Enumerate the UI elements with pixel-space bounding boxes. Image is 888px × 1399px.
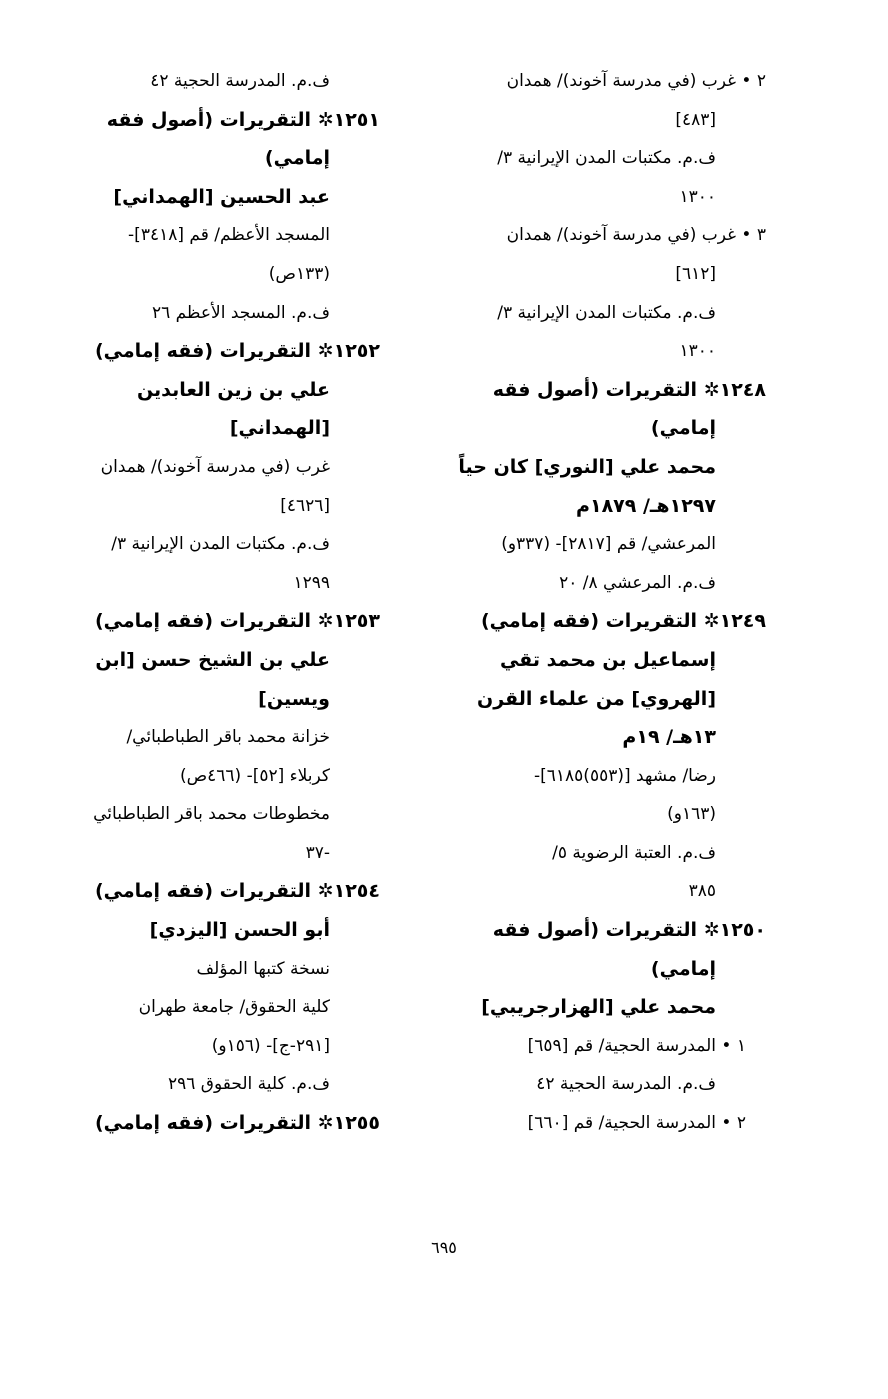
right-column-line: ف.م. العتبة الرضوية ٥/ [552,842,716,863]
right-column-line: محمد علي [النوري] كان حياً [458,455,716,478]
right-column-line: ف.م. مكتبات المدن الإيرانية ٣/ [497,302,716,323]
right-column-line: ف.م. المرعشي ٨/ ٢٠ [559,572,716,593]
left-column-line: ١٢٥٥✲ التقريرات (فقه إمامي) [94,1112,380,1135]
right-column-line: ١٣٠٠ [679,341,716,362]
right-column-line: ف.م. مكتبات المدن الإيرانية ٣/ [497,148,716,169]
left-column-line: ويسين] [258,687,330,710]
right-column-line: ١٢٥٠✲ التقريرات (أصول فقه [492,919,766,942]
left-column-line: عبد الحسين [الهمداني] [113,185,330,208]
left-column-line: مخطوطات محمد باقر الطباطبائي [93,804,330,825]
left-column-line: ف.م. مكتبات المدن الإيرانية ٣/ [111,534,330,555]
right-column-line: [٤٨٣] [675,109,716,130]
page-number: ٦٩٥ [431,1238,457,1257]
right-column-line: ٢ • المدرسة الحجية/ قم [٦٦٠] [527,1113,746,1134]
right-column-line: ١ • المدرسة الحجية/ قم [٦٥٩] [527,1035,746,1056]
right-column-line: المرعشي/ قم [٢٨١٧]- (٣٣٧و) [501,534,716,555]
left-column-line: غرب (في مدرسة آخوند)/ همدان [100,456,330,477]
left-column-line: ف.م. المسجد الأعظم ٢٦ [151,302,330,323]
right-column-line: [٦١٢] [675,263,716,284]
left-column-line: ١٢٩٩ [293,572,330,593]
left-column-line: ف.م. كلية الحقوق ٢٩٦ [168,1074,330,1095]
right-column-line: محمد علي [الهزارجريبي] [481,996,716,1019]
right-column-line: ٣٨٥ [688,881,716,902]
right-column-line: ١٢٤٨✲ التقريرات (أصول فقه [492,378,766,401]
right-column-line: ١٣٠٠ [679,186,716,207]
right-column-line: ١٢٤٩✲ التقريرات (فقه إمامي) [480,610,766,633]
right-column-line: (١٦٣و) [667,804,716,825]
left-column-line: (١٣٣ص) [268,263,330,284]
right-column-line: إسماعيل بن محمد تقي [499,648,716,671]
left-column-line: علي بن الشيخ حسن [ابن [95,648,330,671]
left-column-line: أبو الحسن [اليزدي] [149,919,330,942]
left-column-line: علي بن زين العابدين [136,378,330,401]
left-column-line: [٢٩١-ج]- (١٥٦و) [211,1035,330,1056]
left-column-line: [٤٦٢٦] [280,495,330,516]
right-column [430,62,766,1143]
right-column-line: إمامي) [650,417,716,440]
right-column-line: إمامي) [650,957,716,980]
left-column-line: ١٢٥٣✲ التقريرات (فقه إمامي) [94,610,380,633]
left-column-line: كربلاء [٥٢]- (٤٦٦ص) [179,765,330,786]
left-column-line: المسجد الأعظم/ قم [٣٤١٨]- [128,225,330,246]
left-column-line: نسخة كتبها المؤلف [196,958,330,979]
left-column-line: إمامي) [264,147,330,170]
right-column-line: ف.م. المدرسة الحجية ٤٢ [536,1074,716,1095]
right-column-line: ١٢٩٧هـ/ ١٨٧٩م [576,494,716,517]
right-column-line: ١٣هـ/ ١٩م [622,726,716,749]
right-column-line: [الهروي] من علماء القرن [477,687,716,710]
left-column-line: [الهمداني] [229,417,330,440]
left-column-line: -٣٧ [305,842,330,863]
left-column-line: ١٢٥١✲ التقريرات (أصول فقه [106,108,380,131]
left-column-line: خزانة محمد باقر الطباطبائي/ [126,727,330,748]
left-column-line: ف.م. المدرسة الحجية ٤٢ [150,71,330,91]
right-column-line: رضا/ مشهد [(٥٥٣)٦١٨٥]- [533,765,716,786]
left-column [44,62,380,1143]
right-column-line: ٣ • غرب (في مدرسة آخوند)/ همدان [506,225,766,246]
right-column-line: ٢ • غرب (في مدرسة آخوند)/ همدان [506,71,766,91]
left-column-line: كلية الحقوق/ جامعة طهران [138,997,330,1018]
left-column-line: ١٢٥٤✲ التقريرات (فقه إمامي) [94,880,380,903]
left-column-line: ١٢٥٢✲ التقريرات (فقه إمامي) [94,340,380,363]
